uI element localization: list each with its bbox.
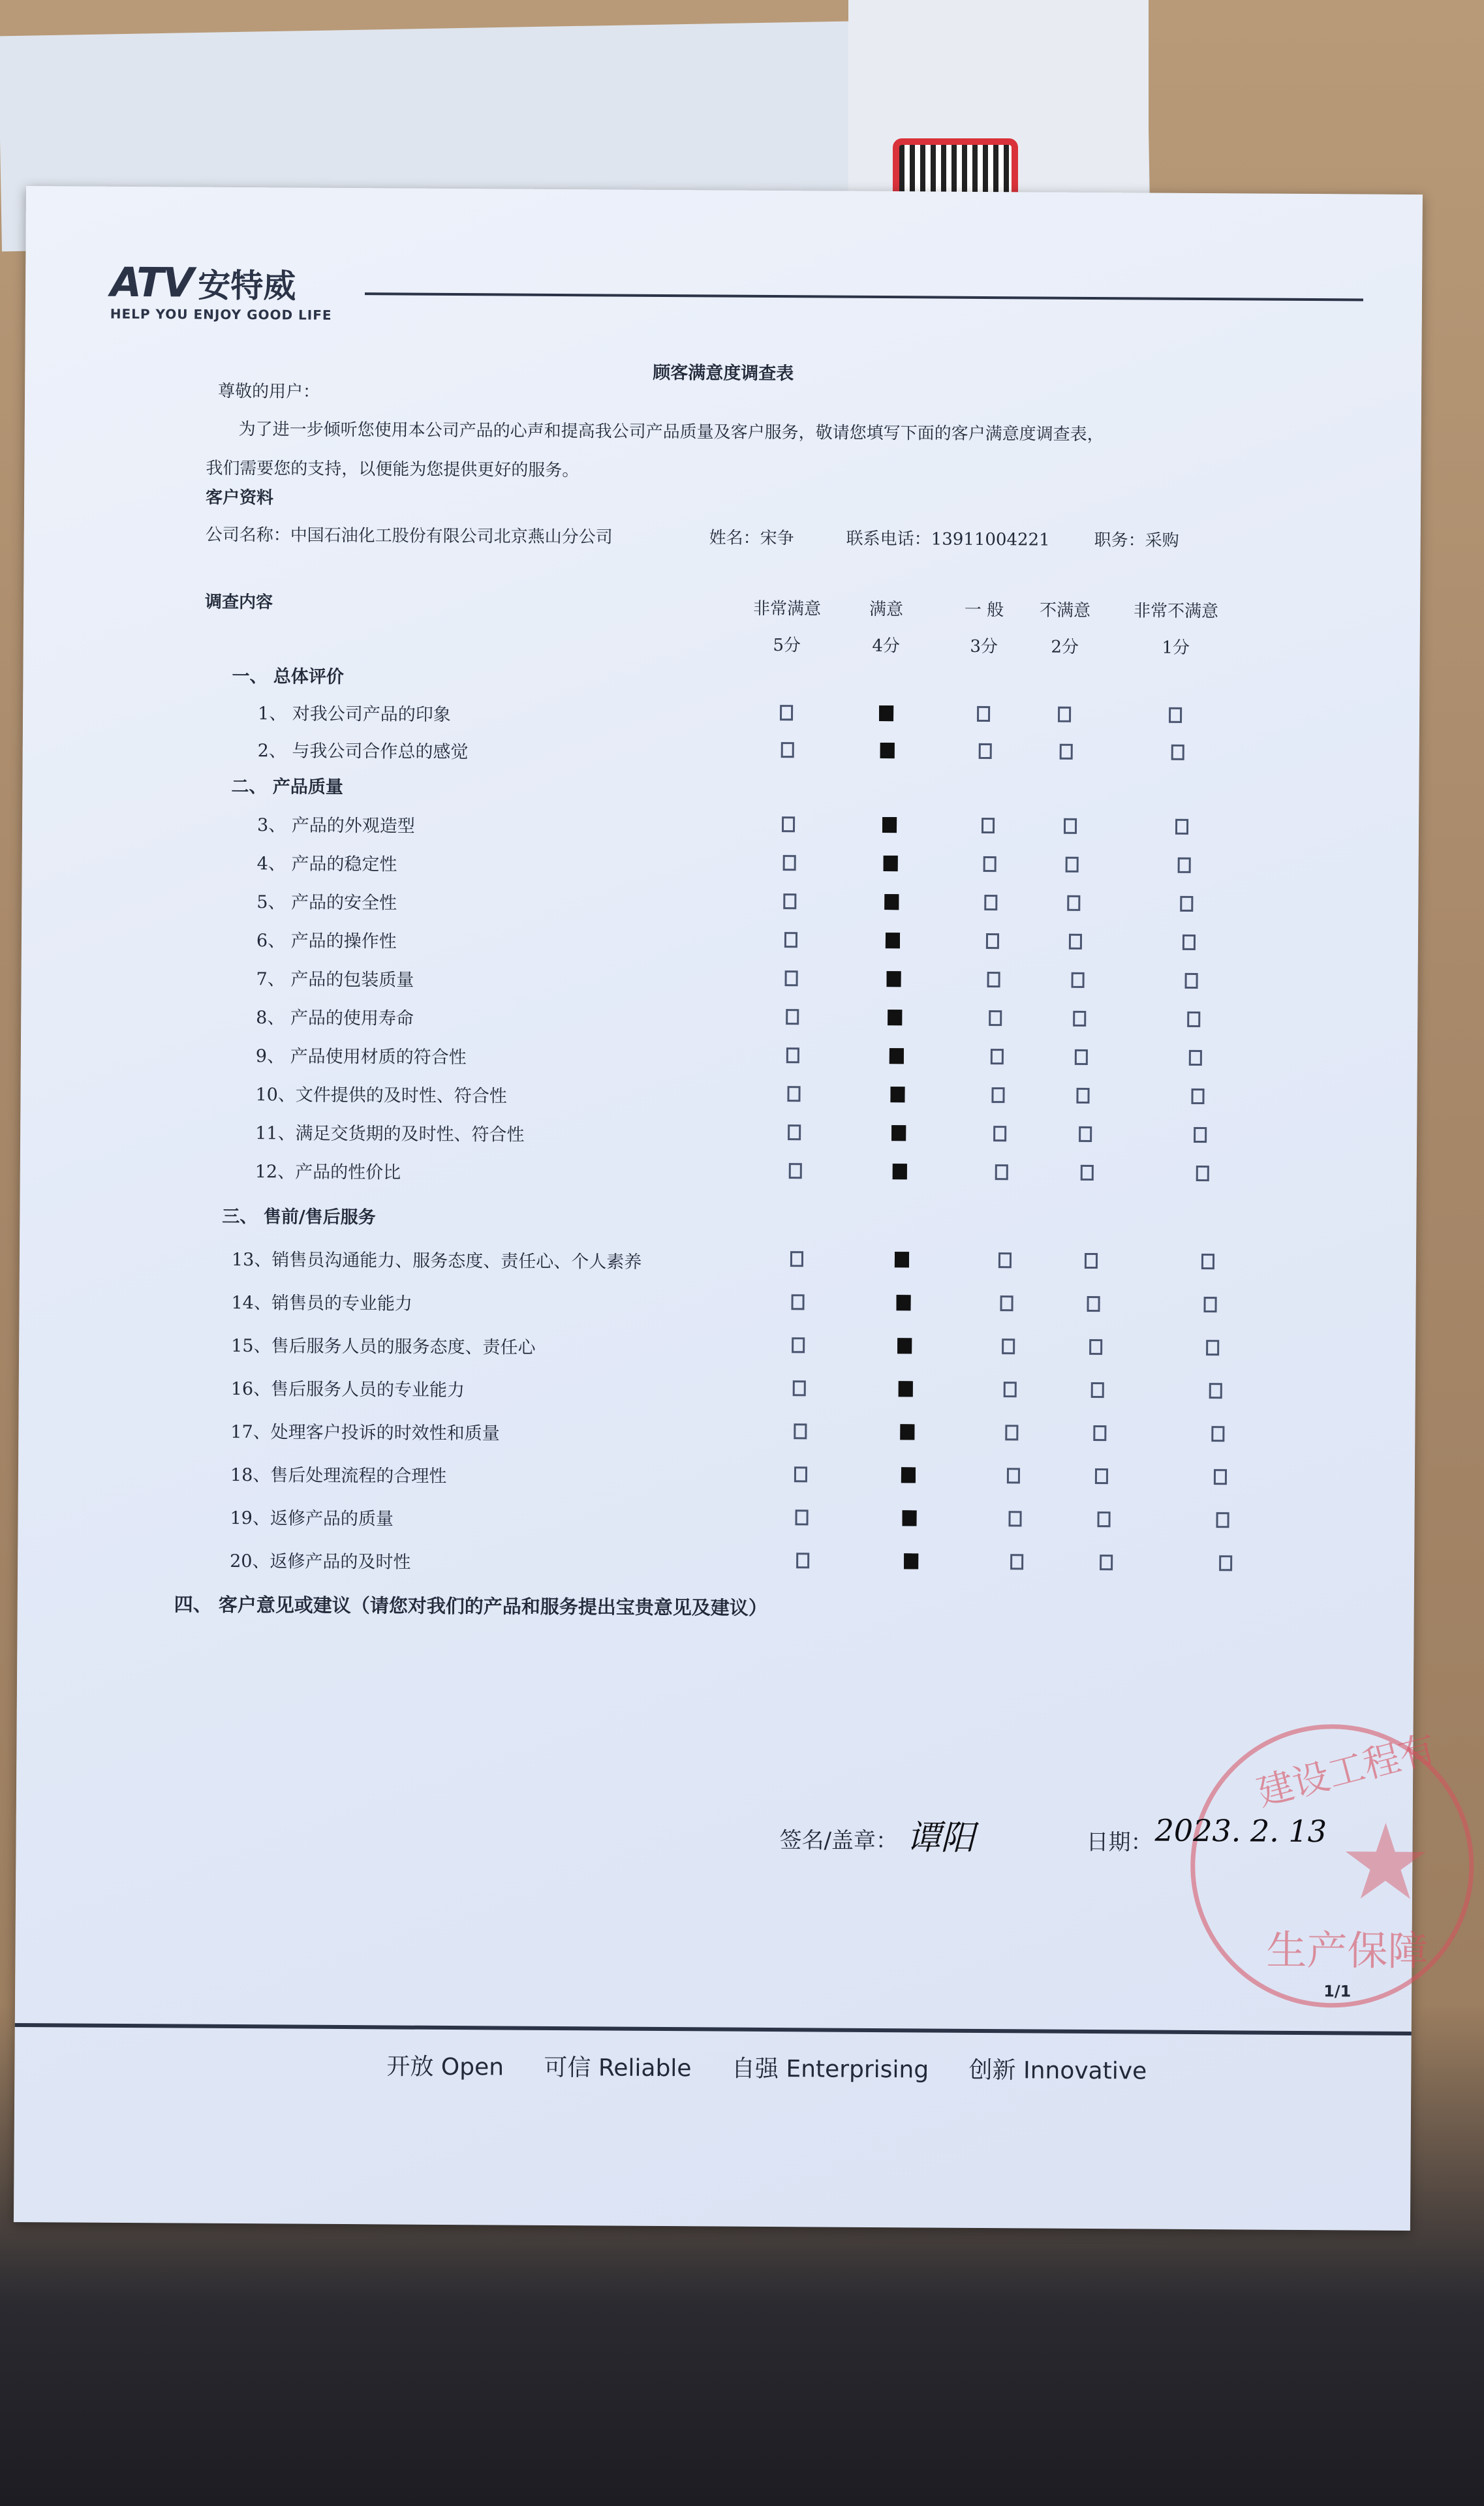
checkbox-unchecked[interactable] [978,743,991,759]
section-heading [23,660,1419,695]
footer-values [386,2048,1179,2086]
checkbox-unchecked[interactable] [1169,707,1182,723]
column-label: 不满意 [1039,600,1091,621]
checkbox-unchecked[interactable] [788,1163,801,1179]
signature-value: 谭阳 [906,1818,975,1858]
checkbox-unchecked[interactable] [1100,1555,1113,1570]
checkbox-unchecked[interactable] [784,932,797,948]
checkbox-unchecked[interactable] [794,1423,807,1439]
checkbox-unchecked[interactable] [1178,858,1191,873]
suggestions-title: 四、 客户意见或建议（请您对我们的产品和服务提出宝贵意见及建议） [174,1593,767,1619]
survey-item-row [21,963,1417,998]
checkbox-unchecked[interactable] [781,742,794,758]
checkbox-checked[interactable] [896,1295,910,1310]
checkbox-unchecked[interactable] [1067,895,1080,911]
checkbox-unchecked[interactable] [1008,1511,1021,1526]
checkbox-unchecked[interactable] [998,1252,1012,1268]
checkbox-unchecked[interactable] [1216,1512,1229,1528]
column-label: 非常不满意 [1133,601,1219,622]
checkbox-checked[interactable] [890,1087,904,1102]
survey-item-row [23,698,1419,732]
survey-item-row [21,1040,1417,1075]
checkbox-unchecked[interactable] [792,1337,805,1353]
checkbox-unchecked[interactable] [982,818,995,833]
survey-item-label: 20、返修产品的及时性 [230,1551,411,1573]
checkbox-unchecked[interactable] [986,933,999,949]
checkbox-checked[interactable] [901,1467,916,1483]
column-score: 5分 [773,636,801,656]
checkbox-checked[interactable] [891,1125,906,1141]
survey-item-row [18,1416,1415,1451]
survey-item-row [18,1545,1414,1580]
checkbox-unchecked[interactable] [995,1164,1008,1180]
checkbox-unchecked[interactable] [1007,1468,1020,1483]
survey-item-row [22,925,1418,959]
section-heading [22,771,1419,805]
survey-item-row [22,848,1419,882]
section-title: 一、 总体评价 [232,666,344,687]
checkbox-unchecked[interactable] [1211,1426,1224,1442]
checkbox-checked[interactable] [889,1048,903,1064]
checkbox-unchecked[interactable] [782,855,796,871]
company-name: 公司名称：中国石油化工股份有限公司北京燕山分公司 [205,525,613,548]
survey-item-label: 12、产品的性价比 [255,1162,401,1183]
column-score: 3分 [970,636,998,657]
column-score: 4分 [872,636,901,657]
greeting: 尊敬的用户： [217,381,320,402]
survey-item-label: 4、 产品的稳定性 [256,854,397,875]
contact-name: 姓名：宋争 [709,528,794,549]
survey-item-label: 3、 产品的外观造型 [256,815,415,837]
survey-header: 调查内容 [205,592,273,613]
checkbox-unchecked[interactable] [984,895,997,910]
survey-item-label: 7、 产品的包装质量 [256,969,414,991]
checkbox-unchecked[interactable] [1073,1011,1086,1027]
footer-value: 自强 Enterprising [731,2055,929,2084]
survey-item-label: 8、 产品的使用寿命 [256,1008,414,1029]
footer-divider [15,2023,1412,2035]
checkbox-unchecked[interactable] [796,1553,809,1568]
contact-position: 职务：采购 [1094,531,1179,551]
checkbox-checked[interactable] [880,743,895,758]
survey-item-label: 18、售后处理流程的合理性 [230,1464,447,1487]
column-label: 一 般 [964,600,1004,621]
footer-value: 创新 Innovative [968,2056,1147,2085]
checkbox-unchecked[interactable] [1060,744,1073,760]
checkbox-checked[interactable] [884,856,898,871]
seal-star-icon: ★ [1338,1801,1433,1924]
checkbox-unchecked[interactable] [1079,1126,1092,1142]
checkbox-unchecked[interactable] [1065,857,1078,873]
customer-section-title: 客户资料 [205,487,274,508]
survey-item-label: 5、 产品的安全性 [256,892,397,914]
checkbox-unchecked[interactable] [1180,896,1193,912]
checkbox-unchecked[interactable] [1196,1166,1209,1181]
survey-item-row [18,1502,1414,1537]
checkbox-unchecked[interactable] [1098,1511,1111,1527]
survey-item-label: 15、售后服务人员的服务态度、责任心 [231,1335,536,1358]
survey-item-row [20,1156,1417,1190]
checkbox-unchecked[interactable] [1214,1469,1227,1485]
checkbox-unchecked[interactable] [1194,1127,1207,1143]
checkbox-checked[interactable] [892,1164,906,1179]
date-label: 日期： [1086,1829,1153,1856]
checkbox-unchecked[interactable] [1184,973,1198,989]
intro-line-2: 我们需要您的支持，以便能为您提供更好的服务。 [206,458,580,481]
checkbox-checked[interactable] [887,971,901,987]
survey-item-label: 17、处理客户投诉的时效性和质量 [230,1421,500,1444]
checkbox-unchecked[interactable] [785,970,798,986]
survey-item-row [20,1244,1416,1278]
column-label: 非常满意 [752,598,822,619]
checkbox-unchecked[interactable] [1175,819,1188,835]
survey-item-row [19,1287,1415,1322]
survey-item-row [22,809,1419,844]
checkbox-unchecked[interactable] [1189,1050,1202,1066]
checkbox-unchecked[interactable] [1069,934,1082,950]
survey-item-row [18,1459,1415,1494]
section-title: 三、 售前/售后服务 [222,1206,376,1228]
checkbox-unchecked[interactable] [1000,1295,1013,1311]
survey-item-label: 16、售后服务人员的专业能力 [230,1378,465,1401]
checkbox-unchecked[interactable] [1077,1088,1090,1104]
checkbox-checked[interactable] [900,1424,914,1440]
checkbox-unchecked[interactable] [1002,1338,1015,1354]
checkbox-unchecked[interactable] [1089,1339,1102,1355]
checkbox-unchecked[interactable] [1087,1296,1100,1312]
survey-item-row [20,1079,1417,1113]
checkbox-unchecked[interactable] [1064,818,1077,834]
survey-item-label: 13、销售员沟通能力、服务态度、责任心、个人素养 [231,1249,642,1273]
page-number: 1/1 [1323,1982,1352,2001]
checkbox-unchecked[interactable] [788,1124,801,1140]
checkbox-unchecked[interactable] [989,1010,1002,1026]
section-heading [20,1201,1416,1235]
checkbox-unchecked[interactable] [791,1294,804,1310]
checkbox-checked[interactable] [884,894,899,910]
logo-name: 安特威 [198,266,296,305]
survey-item-row [20,1117,1417,1152]
checkbox-checked[interactable] [882,817,897,833]
header-divider [365,292,1363,301]
checkbox-unchecked[interactable] [1183,935,1196,950]
checkbox-checked[interactable] [899,1381,913,1397]
column-label: 满意 [869,599,904,620]
checkbox-unchecked[interactable] [992,1087,1005,1103]
checkbox-unchecked[interactable] [1081,1165,1094,1181]
checkbox-unchecked[interactable] [780,705,793,720]
checkbox-unchecked[interactable] [1003,1382,1016,1397]
survey-item-label: 19、返修产品的质量 [230,1508,394,1530]
checkbox-unchecked[interactable] [795,1509,808,1525]
logo-tagline: HELP YOU ENJOY GOOD LIFE [110,305,332,323]
intro-line-1: 为了进一步倾听您使用本公司产品的心声和提高我公司产品质量及客户服务，敬请您填写下面的客户满意度调查表， [238,419,1104,445]
survey-item-label: 1、 对我公司产品的印象 [257,704,451,725]
checkbox-unchecked[interactable] [1187,1012,1200,1027]
checkbox-unchecked[interactable] [1075,1049,1088,1065]
checkbox-unchecked[interactable] [1201,1254,1214,1269]
contact-phone: 联系电话：13911004221 [846,529,1050,550]
checkbox-unchecked[interactable] [786,1009,799,1025]
column-score: 2分 [1051,637,1079,657]
checkbox-unchecked[interactable] [782,816,795,832]
checkbox-unchecked[interactable] [1091,1382,1104,1398]
survey-item-label: 9、 产品使用材质的符合性 [255,1046,467,1068]
checkbox-checked[interactable] [903,1510,917,1526]
survey-item-row [19,1330,1415,1365]
checkbox-unchecked[interactable] [1085,1253,1098,1269]
checkbox-unchecked[interactable] [987,972,1000,987]
checkbox-unchecked[interactable] [786,1047,799,1063]
checkbox-unchecked[interactable] [790,1251,803,1267]
checkbox-unchecked[interactable] [1095,1468,1108,1484]
checkbox-checked[interactable] [895,1252,909,1267]
checkbox-unchecked[interactable] [793,1380,806,1396]
checkbox-unchecked[interactable] [1171,745,1184,760]
checkbox-unchecked[interactable] [784,893,797,909]
checkbox-unchecked[interactable] [1206,1340,1219,1355]
survey-item-row [21,1002,1417,1036]
checkbox-unchecked[interactable] [1192,1089,1205,1104]
column-score: 1分 [1162,638,1190,658]
checkbox-unchecked[interactable] [1010,1554,1023,1570]
survey-item-label: 14、销售员的专业能力 [231,1292,413,1314]
checkbox-unchecked[interactable] [1209,1383,1222,1399]
checkbox-unchecked[interactable] [1203,1297,1216,1312]
survey-item-label: 10、文件提供的及时性、符合性 [255,1085,507,1107]
checkbox-unchecked[interactable] [1219,1555,1232,1571]
checkbox-unchecked[interactable] [993,1126,1006,1141]
form-title: 顾客满意度调查表 [653,362,794,384]
checkbox-unchecked[interactable] [1058,707,1071,722]
survey-item-row [23,735,1419,769]
survey-item-row [22,886,1418,921]
footer-value: 可信 Reliable [544,2054,692,2082]
checkbox-unchecked[interactable] [1093,1425,1106,1441]
survey-item-row [19,1373,1415,1408]
logo-mark: ATV [110,258,193,307]
company-logo [110,258,332,323]
checkbox-unchecked[interactable] [1071,972,1084,988]
checkbox-unchecked[interactable] [794,1466,807,1482]
checkbox-checked[interactable] [888,1010,903,1025]
checkbox-checked[interactable] [904,1553,918,1569]
checkbox-checked[interactable] [879,705,893,721]
footer-value: 开放 Open [386,2053,504,2081]
survey-sheet [14,186,1441,2231]
company-seal: ★ 建设工程有 生产保障 [1190,1724,1475,2009]
checkbox-unchecked[interactable] [1005,1425,1018,1440]
section-title: 二、 产品质量 [231,776,343,797]
checkbox-unchecked[interactable] [983,856,996,872]
checkbox-checked[interactable] [897,1338,912,1354]
checkbox-unchecked[interactable] [977,706,990,722]
survey-item-label: 11、满足交货期的及时性、符合性 [255,1123,525,1145]
signature-label: 签名/盖章： [779,1827,899,1855]
date-value: 2023. 2. 13 [1154,1812,1327,1849]
survey-item-label: 2、 与我公司合作总的感觉 [257,741,469,763]
checkbox-unchecked[interactable] [787,1086,800,1102]
survey-item-label: 6、 产品的操作性 [256,931,397,952]
checkbox-unchecked[interactable] [991,1049,1004,1064]
checkbox-checked[interactable] [886,933,900,948]
